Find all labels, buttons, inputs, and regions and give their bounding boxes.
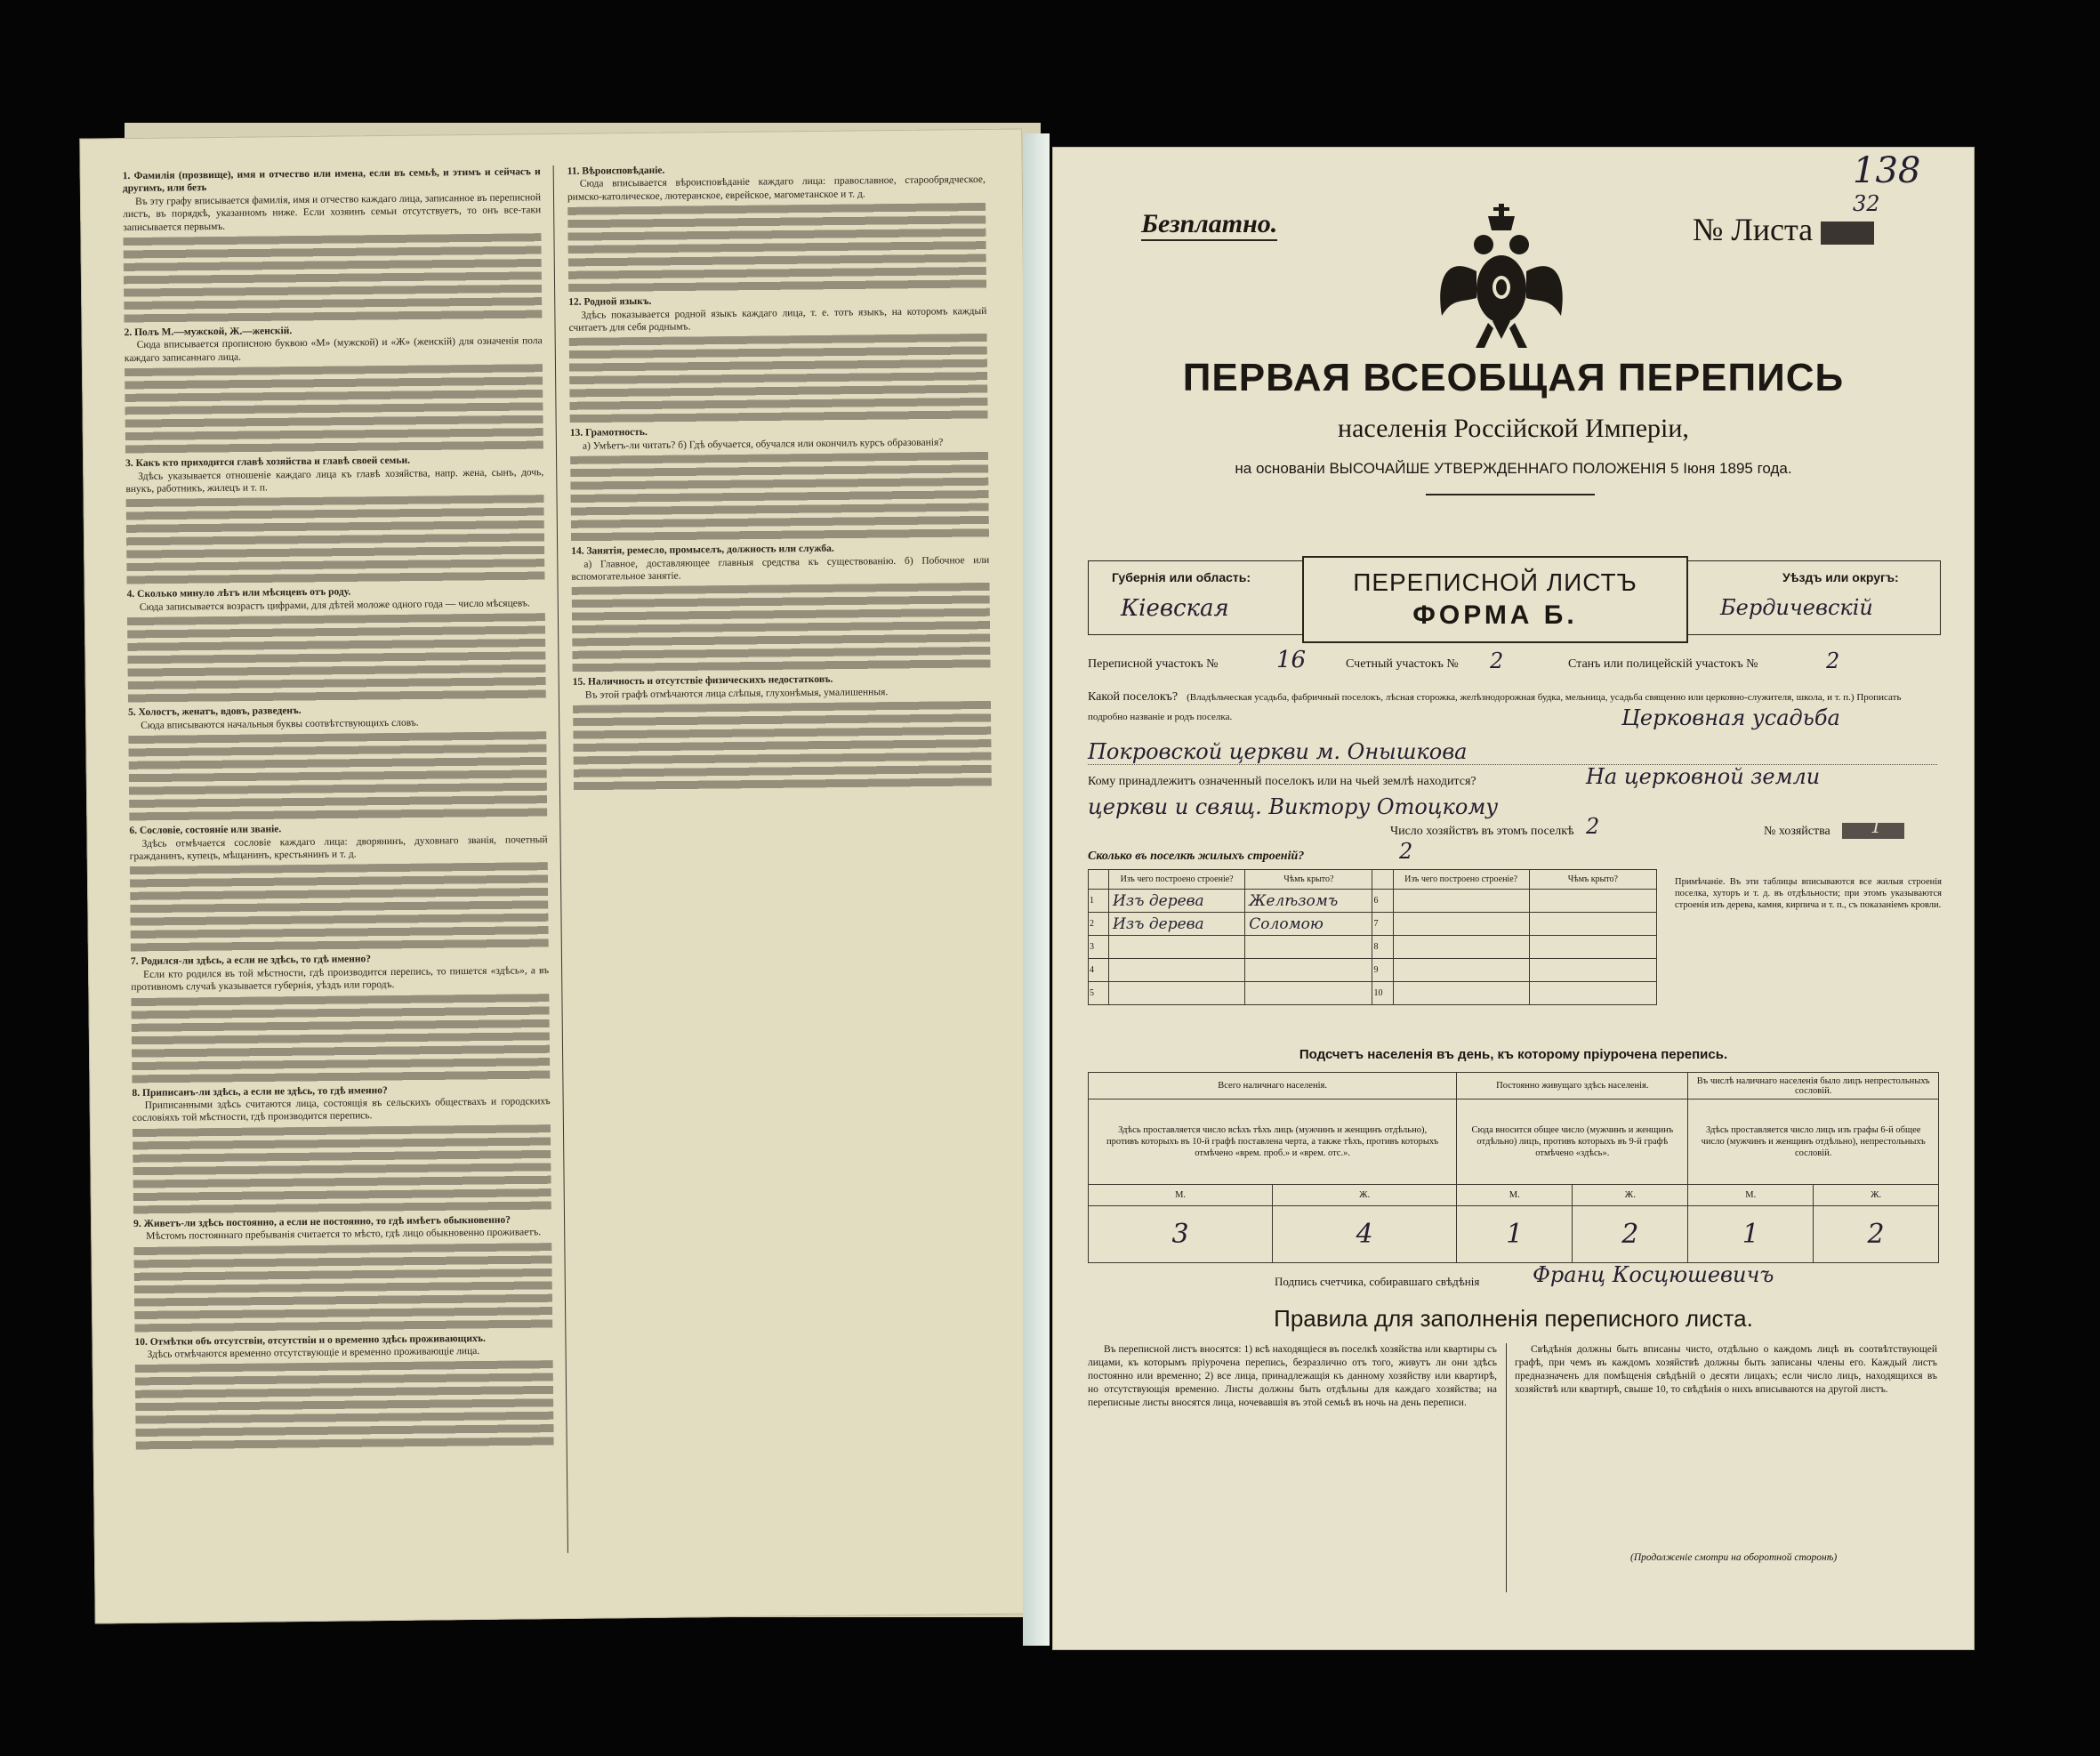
num-header xyxy=(1089,870,1109,890)
stan-label: Станъ или полицейскій участокъ № xyxy=(1568,657,1758,671)
instruction-text: Если кто родился въ той мѣстности, гдѣ производится перепись, то пишется «здѣсь», а въ противномъ случаѣ указывается губернія, уѣздъ или городъ. xyxy=(131,964,550,994)
population-count: 2 xyxy=(1814,1206,1939,1263)
instruction-heading: 14. Занятія, ремесло, промыселъ, должность или служба. xyxy=(571,543,834,558)
instruction-text: Здѣсь отмѣчаются временно отсутствующіе и временно проживающіе лица. xyxy=(147,1345,480,1360)
illegible-print xyxy=(135,1360,554,1450)
sheet-label: № Листа xyxy=(1693,212,1814,247)
instruction-item xyxy=(132,1083,551,1214)
uchastok-row xyxy=(1088,647,1942,679)
left-column-1 xyxy=(123,165,556,1575)
guberniya-label: Губернія или область: xyxy=(1112,570,1251,584)
sex-label: М. xyxy=(1457,1185,1573,1206)
free-label: Безплатно. xyxy=(1141,209,1277,241)
building-roof xyxy=(1245,936,1372,959)
hoz-value: 1 xyxy=(1871,816,1882,837)
table-row xyxy=(1089,913,1657,936)
building-material xyxy=(1393,890,1529,913)
building-roof xyxy=(1529,913,1656,936)
illegible-print xyxy=(133,1124,551,1214)
census-basis: на основаніи ВЫСОЧАЙШЕ УТВЕРЖДЕННАГО ПОЛОЖЕНІЯ 5 Іюня 1895 года. xyxy=(1235,460,1792,477)
hoz-label: № хозяйства xyxy=(1764,825,1830,838)
instruction-item xyxy=(133,1213,552,1333)
illegible-print xyxy=(128,731,547,821)
book-gutter xyxy=(1023,133,1050,1646)
poselok-value-1: Церковная усадьба xyxy=(1621,705,1840,730)
primechanie: Примѣчаніе. Въ эти таблицы вписываются все жилыя строенія поселка, хуторъ и т. д. въ отдѣльности; при этомъ указываются строенія изъ дерева, камня, кирпича и т. п., съ показаніемъ кровли. xyxy=(1675,877,1942,910)
form-header-box xyxy=(1088,560,1941,635)
building-number: 8 xyxy=(1372,936,1393,959)
sheet-number-box xyxy=(1821,222,1874,245)
instruction-item xyxy=(567,161,986,293)
uchastok-value: 16 xyxy=(1276,647,1307,673)
instruction-heading: 12. Родной языкъ. xyxy=(568,296,652,309)
building-material: Изъ дерева xyxy=(1109,890,1245,913)
building-number: 6 xyxy=(1372,890,1393,913)
building-number: 4 xyxy=(1089,959,1109,982)
building-roof xyxy=(1529,936,1656,959)
illegible-print xyxy=(572,583,991,673)
komu-label: Кому принадлежитъ означенный поселокъ или на чьей землѣ находится? xyxy=(1088,775,1476,788)
guberniya-value: Кіевская xyxy=(1121,595,1229,622)
stroeniya-value: 2 xyxy=(1399,839,1413,864)
census-title: ПЕРВАЯ ВСЕОБЩАЯ ПЕРЕПИСЬ xyxy=(1182,356,1845,399)
illegible-print xyxy=(123,233,542,323)
building-material xyxy=(1393,936,1529,959)
illegible-print xyxy=(130,862,549,952)
poselok-hint: (Владѣльческая усадьба, фабричный поселокъ, лѣсная сторожка, желѣзнодорожная будка, мельница, усадьба священно или церковно-служителя, школа, и т. п.) Прописать подробно названіе и родъ поселка. xyxy=(1088,692,1902,722)
building-roof xyxy=(1529,982,1656,1005)
instruction-heading: 1. Фамилія (прозвище), имя и отчество или имена, если въ семьѣ, и этимъ и сейчасъ и другимъ, или безъ xyxy=(122,166,541,195)
instruction-text: Въ этой графѣ отмѣчаются лица слѣпыя, глухонѣмыя, умалишенныя. xyxy=(584,686,889,701)
building-material xyxy=(1393,959,1529,982)
table-row xyxy=(1089,959,1657,982)
material-header: Изъ чего построено строеніе? xyxy=(1393,870,1529,890)
total-population-header: Всего наличнаго населенія. xyxy=(1089,1073,1457,1100)
imperial-eagle-emblem xyxy=(1435,200,1568,360)
poselok-value-2: Покровской церкви м. Онышкова xyxy=(1088,739,1468,764)
instruction-text: Мѣстомъ постояннаго пребыванія считается то мѣсто, гдѣ лицо обыкновенно проживаетъ. xyxy=(146,1227,542,1243)
instruction-item xyxy=(125,453,544,584)
illegible-print xyxy=(133,1243,552,1333)
building-material xyxy=(1109,982,1245,1005)
building-number: 5 xyxy=(1089,982,1109,1005)
continue-note: (Продолженіе смотри на оборотной сторонѣ) xyxy=(1630,1552,1838,1563)
instruction-item xyxy=(129,820,548,952)
uezd-cell xyxy=(1685,561,1940,634)
instruction-heading: 2. Полъ М.—мужской, Ж.—женскій. xyxy=(124,326,293,339)
sex-label: М. xyxy=(1089,1185,1273,1206)
illegible-print xyxy=(127,613,546,703)
instruction-text: а) Главное, доставляющее главныя средства къ существованію. б) Побочное или вспомогательное занятіе. xyxy=(571,554,990,583)
instruction-heading: 10. Отмѣтки объ отсутствіи, отсутствіи и о временно здѣсь проживающихъ. xyxy=(134,1333,486,1348)
building-number: 9 xyxy=(1372,959,1393,982)
instruction-text: а) Умѣетъ-ли читать? б) Гдѣ обучается, обучался или окончилъ курсъ образованія? xyxy=(582,437,944,452)
schetnyi-label: Счетный участокъ № xyxy=(1346,657,1459,671)
non-estate-header: Въ числѣ наличнаго населенія было лицъ непрестольныхъ сословій. xyxy=(1688,1073,1939,1100)
instruction-item xyxy=(573,672,992,791)
signature-label: Подпись счетчика, собиравшаго свѣдѣнія xyxy=(1275,1275,1480,1288)
instruction-heading: 15. Наличность и отсутствіе физическихъ недостатковъ. xyxy=(572,674,833,689)
permanent-note: Сюда вносится общее число (мужчинъ и женщинъ отдѣльно) лицъ, противъ которыхъ въ 9-й графѣ отмѣчено «здѣсь». xyxy=(1457,1100,1688,1185)
instruction-heading: 5. Холостъ, женатъ, вдовъ, разведенъ. xyxy=(127,705,302,719)
form-subtitle: ФОРМА Б. xyxy=(1412,600,1578,630)
instruction-text: Сюда записывается возрастъ цифрами, для дѣтей моложе одного года — число мѣсяцевъ. xyxy=(139,598,530,613)
roof-header: Чѣмъ крыто? xyxy=(1529,870,1656,890)
illegible-print xyxy=(570,452,989,542)
instruction-text: Здѣсь показывается родной языкъ каждаго лица, т. е. тотъ языкъ, на которомъ каждый считаетъ для себя роднымъ. xyxy=(568,305,987,334)
building-material xyxy=(1109,936,1245,959)
population-count: 2 xyxy=(1573,1206,1688,1263)
sex-label: Ж. xyxy=(1273,1185,1457,1206)
building-number: 3 xyxy=(1089,936,1109,959)
census-subtitle: населенія Россійской Имперіи, xyxy=(1338,414,1689,443)
uezd-value: Бердичевскій xyxy=(1720,595,1873,620)
instruction-heading: 8. Приписанъ-ли здѣсь, а если не здѣсь, то гдѣ именно? xyxy=(132,1084,388,1099)
sex-label: Ж. xyxy=(1814,1185,1939,1206)
permanent-population-header: Постоянно живущаго здѣсь населенія. xyxy=(1457,1073,1688,1100)
instruction-text: Приписанными здѣсь считаются лица, состоящія въ сельскихъ обществахъ и городскихъ сословіяхъ той мѣстности, гдѣ производится перепись. xyxy=(132,1096,551,1124)
chislo-label: Число хозяйствъ въ этомъ поселкѣ xyxy=(1390,825,1574,838)
population-count-table xyxy=(1088,1072,1939,1263)
instruction-text: Сюда вписывается вѣроисповѣданіе каждаго лица: православное, старообрядческое, римско-католическое, лютеранское, еврейское, магометанское и т. д. xyxy=(567,174,986,203)
buildings-table xyxy=(1088,869,1657,1005)
instruction-item xyxy=(568,292,987,423)
non-estate-note: Здѣсь проставляется число лицъ изъ графы 6-й общее число (мужчинъ и женщинъ отдѣльно), непрестольныхъ сословій. xyxy=(1688,1100,1939,1185)
rules-divider xyxy=(1506,1343,1507,1592)
chislo-value: 2 xyxy=(1586,814,1600,839)
building-material xyxy=(1393,982,1529,1005)
instruction-text: Здѣсь отмѣчается сословіе каждаго лица: дворянинъ, духовнаго званія, почетный гражданинъ, купецъ, мѣщанинъ, крестьянинъ и т. д. xyxy=(129,834,548,862)
illegible-print xyxy=(126,495,545,585)
sex-label: Ж. xyxy=(1573,1185,1688,1206)
instruction-heading: 4. Сколько минуло лѣтъ или мѣсяцевъ отъ роду. xyxy=(126,586,351,600)
form-title: ПЕРЕПИСНОЙ ЛИСТЪ xyxy=(1353,568,1637,596)
instruction-item xyxy=(127,584,546,704)
illegible-print xyxy=(125,364,543,454)
table-row xyxy=(1089,936,1657,959)
population-count: 3 xyxy=(1089,1206,1273,1263)
sheet-number-handwritten: 32 xyxy=(1853,191,1880,216)
stroeniya-label: Сколько въ поселкѣ жилыхъ строеній? xyxy=(1088,850,1305,863)
population-count: 1 xyxy=(1688,1206,1814,1263)
instruction-text: Сюда вписываются начальныя буквы соотвѣтствующихъ словъ. xyxy=(141,717,419,731)
population-count: 4 xyxy=(1273,1206,1457,1263)
rules-title: Правила для заполненія переписного листа. xyxy=(1274,1305,1753,1332)
instruction-item xyxy=(134,1332,553,1451)
uezd-label: Уѣздъ или округъ: xyxy=(1782,570,1899,584)
illegible-print xyxy=(131,994,550,1083)
instruction-heading: 13. Грамотность. xyxy=(569,427,648,439)
instruction-item xyxy=(571,541,990,673)
schetnyi-value: 2 xyxy=(1490,648,1504,673)
num-header xyxy=(1372,870,1393,890)
building-number: 1 xyxy=(1089,890,1109,913)
sex-label: М. xyxy=(1688,1185,1814,1206)
instruction-heading: 3. Какъ кто приходится главѣ хозяйства и главѣ своей семьи. xyxy=(125,455,411,470)
building-roof xyxy=(1529,890,1656,913)
roof-header: Чѣмъ крыто? xyxy=(1245,870,1372,890)
illegible-print xyxy=(573,701,992,791)
uchastok-label: Переписной участокъ № xyxy=(1088,657,1219,671)
instruction-item xyxy=(128,702,547,821)
instruction-item xyxy=(570,423,989,542)
population-count: 1 xyxy=(1457,1206,1573,1263)
illegible-print xyxy=(567,203,986,293)
left-column-2 xyxy=(567,161,1001,1571)
stan-value: 2 xyxy=(1826,648,1840,673)
signature-value: Франц Косцюшевичъ xyxy=(1533,1262,1774,1287)
sheet-number-label xyxy=(1693,211,1874,248)
instruction-item xyxy=(131,951,550,1083)
column-divider xyxy=(553,165,568,1553)
instruction-text: Въ эту графу вписывается фамилія, имя и отчество каждаго лица, записанное въ переписной листъ, въ порядкѣ, указанномъ ниже. Если хозяинъ семьи отсутствуетъ, то онъ все-таки записывается первымъ. xyxy=(123,191,542,233)
building-roof xyxy=(1245,982,1372,1005)
rules-left: Въ переписной листъ вносятся: 1) всѣ находящіеся въ поселкѣ хозяйства или квартиры съ лицами, къ которымъ пріурочена перепись, безразлично отъ того, живутъ ли они здѣсь постоянно или временно; 2) все лица, принадлежащія къ данному хозяйству или квартирѣ, но отсутствующія временно. Листы должны быть отдѣльны для каждаго хозяйства; на переписные листы вносятся лица, ночевавшія въ этой семьѣ въ ночь на день переписи. xyxy=(1088,1344,1497,1408)
census-form-page xyxy=(1052,147,1975,1650)
instruction-heading: 7. Родился-ли здѣсь, а если не здѣсь, то гдѣ именно? xyxy=(130,954,372,968)
instruction-heading: 11. Вѣроисповѣданіе. xyxy=(567,165,665,177)
form-title-cell xyxy=(1302,556,1688,643)
guberniya-cell xyxy=(1089,561,1302,634)
illegible-print xyxy=(569,334,988,423)
total-note: Здѣсь проставляется число всѣхъ тѣхъ лицъ (мужчинъ и женщинъ отдѣльно), противъ которыхъ въ 10-й графѣ поставлена черта, а также тѣхъ, противъ которыхъ отмѣчено «врем. проб.» и «врем. отс.». xyxy=(1089,1100,1457,1185)
instruction-item xyxy=(125,322,543,454)
building-material xyxy=(1109,959,1245,982)
building-roof: Желѣзомъ xyxy=(1245,890,1372,913)
building-roof xyxy=(1529,959,1656,982)
page-number-top: 138 xyxy=(1853,150,1921,191)
building-number: 10 xyxy=(1372,982,1393,1005)
title-rule xyxy=(1426,494,1595,495)
rules-right: Свѣдѣнія должны быть вписаны чисто, отдѣльно о каждомъ лицѣ въ соотвѣтствующей графѣ, при чемъ въ каждомъ хозяйствѣ должны быть записаны члены его. Каждый листъ предназначенъ для помѣщенія свѣдѣній о десяти лицахъ; если число лицъ, находящихся въ хозяйствѣ или квартирѣ, свыше 10, то свѣдѣнія о нихъ вписываются на другой листъ. xyxy=(1515,1344,1937,1395)
podschet-title: Подсчетъ населенія въ день, къ которому пріурочена перепись. xyxy=(1299,1047,1728,1062)
building-material: Изъ дерева xyxy=(1109,913,1245,936)
poselok-label: Какой поселокъ? xyxy=(1088,690,1179,704)
instruction-heading: 6. Сословіе, состояніе или званіе. xyxy=(129,824,282,837)
instruction-item xyxy=(123,165,543,323)
komu-value-2: церкви и свящ. Виктору Отоцкому xyxy=(1088,794,1499,819)
instruction-text: Сюда вписывается прописною буквою «М» (мужской) и «Ж» (женскій) для означенія пола каждаго записаннаго лица. xyxy=(124,335,543,364)
building-number: 7 xyxy=(1372,913,1393,936)
table-row xyxy=(1089,982,1657,1005)
instruction-heading: 9. Живетъ-ли здѣсь постоянно, а если не постоянно, то гдѣ имѣетъ обыкновенно? xyxy=(133,1214,511,1229)
building-roof: Соломою xyxy=(1245,913,1372,936)
building-roof xyxy=(1245,959,1372,982)
komu-value-1: На церковной земли xyxy=(1586,764,1821,789)
building-material xyxy=(1393,913,1529,936)
instruction-text: Здѣсь указывается отношеніе каждаго лица къ главѣ хозяйства, напр. жена, сынъ, дочь, внукъ, работникъ, жилецъ и т. п. xyxy=(125,466,544,495)
material-header: Изъ чего построено строеніе? xyxy=(1109,870,1245,890)
left-page xyxy=(79,128,1037,1623)
table-row xyxy=(1089,890,1657,913)
building-number: 2 xyxy=(1089,913,1109,936)
